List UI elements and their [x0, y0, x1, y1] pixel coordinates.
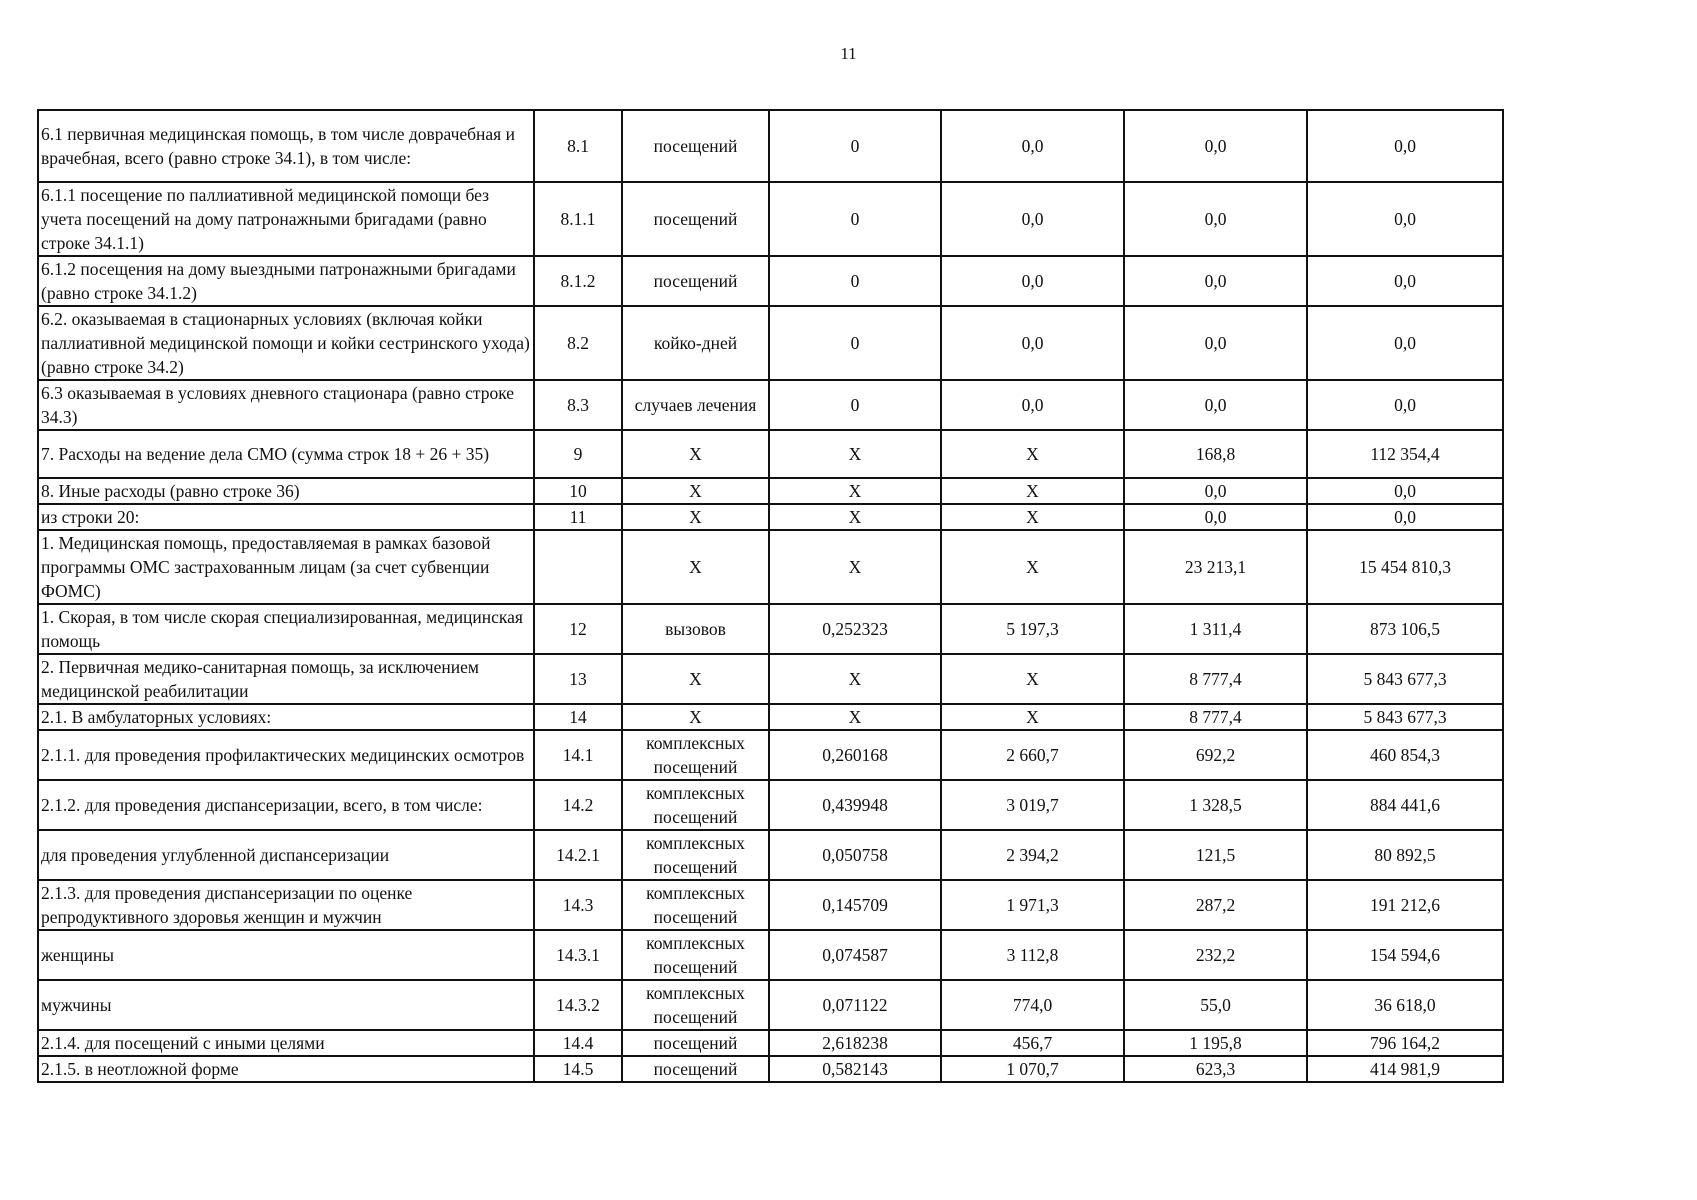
unit-cell: комплексных посещений: [622, 730, 769, 780]
norm-value-cell: 0: [769, 110, 941, 182]
cost-per-unit-cell: X: [941, 504, 1124, 530]
total-cell: 191 212,6: [1307, 880, 1503, 930]
per-capita-cell: 1 195,8: [1124, 1030, 1307, 1056]
total-cell: 80 892,5: [1307, 830, 1503, 880]
row-name-cell: 2.1.1. для проведения профилактических медицинских осмотров: [38, 730, 534, 780]
table-row: [38, 880, 1503, 930]
row-name-cell: 2. Первичная медико-санитарная помощь, за исключением медицинской реабилитации: [38, 654, 534, 704]
unit-cell: койко-дней: [622, 306, 769, 380]
line-number-cell: 14.5: [534, 1056, 622, 1082]
line-number-cell: 14.1: [534, 730, 622, 780]
row-name-cell: 2.1.5. в неотложной форме: [38, 1056, 534, 1082]
per-capita-cell: 168,8: [1124, 430, 1307, 478]
per-capita-cell: 0,0: [1124, 182, 1307, 256]
unit-cell: X: [622, 530, 769, 604]
norm-value-cell: 0: [769, 256, 941, 306]
line-number-cell: 14: [534, 704, 622, 730]
per-capita-cell: 121,5: [1124, 830, 1307, 880]
row-name-cell: из строки 20:: [38, 504, 534, 530]
line-number-cell: 8.2: [534, 306, 622, 380]
cost-per-unit-cell: 1 971,3: [941, 880, 1124, 930]
line-number-cell: 8.1.1: [534, 182, 622, 256]
norm-value-cell: 0: [769, 306, 941, 380]
norm-value-cell: 0,074587: [769, 930, 941, 980]
line-number-cell: 12: [534, 604, 622, 654]
unit-cell: вызовов: [622, 604, 769, 654]
table-row: [38, 830, 1503, 880]
table-row: [38, 530, 1503, 604]
line-number-cell: 14.3: [534, 880, 622, 930]
per-capita-cell: 23 213,1: [1124, 530, 1307, 604]
cost-per-unit-cell: X: [941, 478, 1124, 504]
line-number-cell: 9: [534, 430, 622, 478]
per-capita-cell: 0,0: [1124, 256, 1307, 306]
per-capita-cell: 0,0: [1124, 110, 1307, 182]
per-capita-cell: 623,3: [1124, 1056, 1307, 1082]
cost-per-unit-cell: X: [941, 654, 1124, 704]
row-name-cell: 6.3 оказываемая в условиях дневного стационара (равно строке 34.3): [38, 380, 534, 430]
norm-value-cell: 0,582143: [769, 1056, 941, 1082]
cost-per-unit-cell: 3 112,8: [941, 930, 1124, 980]
line-number-cell: 8.1: [534, 110, 622, 182]
unit-cell: X: [622, 478, 769, 504]
table-row: [38, 1056, 1503, 1082]
unit-cell: X: [622, 504, 769, 530]
row-name-cell: 6.2. оказываемая в стационарных условиях (включая койки паллиативной медицинской помощи и койки сестринского ухода) (равно строке 34.2): [38, 306, 534, 380]
total-cell: 0,0: [1307, 256, 1503, 306]
cost-per-unit-cell: X: [941, 530, 1124, 604]
row-name-cell: 6.1 первичная медицинская помощь, в том числе доврачебная и врачебная, всего (равно строке 34.1), в том числе:: [38, 110, 534, 182]
per-capita-cell: 692,2: [1124, 730, 1307, 780]
table-row: [38, 478, 1503, 504]
per-capita-cell: 8 777,4: [1124, 654, 1307, 704]
line-number-cell: 14.2: [534, 780, 622, 830]
line-number-cell: 14.4: [534, 1030, 622, 1056]
norm-value-cell: X: [769, 430, 941, 478]
row-name-cell: 2.1.2. для проведения диспансеризации, всего, в том числе:: [38, 780, 534, 830]
table-row: [38, 256, 1503, 306]
cost-per-unit-cell: X: [941, 430, 1124, 478]
table-row: [38, 182, 1503, 256]
table-row: [38, 1030, 1503, 1056]
total-cell: 15 454 810,3: [1307, 530, 1503, 604]
page-number: 11: [840, 44, 857, 63]
table-row: [38, 704, 1503, 730]
norm-value-cell: X: [769, 504, 941, 530]
total-cell: 0,0: [1307, 380, 1503, 430]
per-capita-cell: 1 328,5: [1124, 780, 1307, 830]
row-name-cell: 8. Иные расходы (равно строке 36): [38, 478, 534, 504]
line-number-cell: 14.2.1: [534, 830, 622, 880]
cost-per-unit-cell: 2 660,7: [941, 730, 1124, 780]
table-row: [38, 110, 1503, 182]
per-capita-cell: 55,0: [1124, 980, 1307, 1030]
norm-value-cell: X: [769, 654, 941, 704]
total-cell: 0,0: [1307, 306, 1503, 380]
cost-per-unit-cell: 0,0: [941, 256, 1124, 306]
unit-cell: X: [622, 704, 769, 730]
cost-per-unit-cell: 1 070,7: [941, 1056, 1124, 1082]
unit-cell: случаев лечения: [622, 380, 769, 430]
norm-value-cell: 0,145709: [769, 880, 941, 930]
per-capita-cell: 0,0: [1124, 306, 1307, 380]
table-row: [38, 730, 1503, 780]
unit-cell: посещений: [622, 1056, 769, 1082]
cost-per-unit-cell: 0,0: [941, 182, 1124, 256]
table-row: [38, 980, 1503, 1030]
unit-cell: комплексных посещений: [622, 780, 769, 830]
line-number-cell: 8.1.2: [534, 256, 622, 306]
cost-per-unit-cell: 774,0: [941, 980, 1124, 1030]
total-cell: 112 354,4: [1307, 430, 1503, 478]
table-row: [38, 780, 1503, 830]
row-name-cell: для проведения углубленной диспансеризации: [38, 830, 534, 880]
table-body: [38, 110, 1503, 1082]
norm-value-cell: 0: [769, 380, 941, 430]
row-name-cell: 2.1.4. для посещений с иными целями: [38, 1030, 534, 1056]
norm-value-cell: 0,071122: [769, 980, 941, 1030]
table-row: [38, 930, 1503, 980]
table-row: [38, 504, 1503, 530]
line-number-cell: [534, 530, 622, 604]
unit-cell: комплексных посещений: [622, 830, 769, 880]
total-cell: 36 618,0: [1307, 980, 1503, 1030]
norm-value-cell: 0,260168: [769, 730, 941, 780]
unit-cell: посещений: [622, 182, 769, 256]
unit-cell: посещений: [622, 256, 769, 306]
row-name-cell: 6.1.2 посещения на дому выездными патронажными бригадами (равно строке 34.1.2): [38, 256, 534, 306]
total-cell: 0,0: [1307, 478, 1503, 504]
norm-value-cell: 0,252323: [769, 604, 941, 654]
line-number-cell: 10: [534, 478, 622, 504]
total-cell: 460 854,3: [1307, 730, 1503, 780]
norm-value-cell: X: [769, 478, 941, 504]
norm-value-cell: 0,050758: [769, 830, 941, 880]
unit-cell: посещений: [622, 110, 769, 182]
unit-cell: посещений: [622, 1030, 769, 1056]
norm-value-cell: X: [769, 530, 941, 604]
row-name-cell: 7. Расходы на ведение дела СМО (сумма строк 18 + 26 + 35): [38, 430, 534, 478]
row-name-cell: 1. Скорая, в том числе скорая специализированная, медицинская помощь: [38, 604, 534, 654]
cost-per-unit-cell: 0,0: [941, 306, 1124, 380]
line-number-cell: 14.3.2: [534, 980, 622, 1030]
cost-per-unit-cell: 2 394,2: [941, 830, 1124, 880]
unit-cell: комплексных посещений: [622, 980, 769, 1030]
unit-cell: X: [622, 654, 769, 704]
table-row: [38, 430, 1503, 478]
table-row: [38, 604, 1503, 654]
cost-per-unit-cell: 3 019,7: [941, 780, 1124, 830]
data-table: [37, 109, 1504, 1083]
table-row: [38, 306, 1503, 380]
per-capita-cell: 8 777,4: [1124, 704, 1307, 730]
total-cell: 796 164,2: [1307, 1030, 1503, 1056]
per-capita-cell: 0,0: [1124, 380, 1307, 430]
per-capita-cell: 0,0: [1124, 478, 1307, 504]
total-cell: 873 106,5: [1307, 604, 1503, 654]
row-name-cell: 1. Медицинская помощь, предоставляемая в рамках базовой программы ОМС застрахованным лицам (за счет субвенции ФОМС): [38, 530, 534, 604]
norm-value-cell: 0,439948: [769, 780, 941, 830]
total-cell: 5 843 677,3: [1307, 704, 1503, 730]
total-cell: 154 594,6: [1307, 930, 1503, 980]
cost-per-unit-cell: 0,0: [941, 110, 1124, 182]
row-name-cell: мужчины: [38, 980, 534, 1030]
total-cell: 414 981,9: [1307, 1056, 1503, 1082]
cost-per-unit-cell: X: [941, 704, 1124, 730]
per-capita-cell: 0,0: [1124, 504, 1307, 530]
cost-per-unit-cell: 5 197,3: [941, 604, 1124, 654]
per-capita-cell: 287,2: [1124, 880, 1307, 930]
cost-per-unit-cell: 0,0: [941, 380, 1124, 430]
norm-value-cell: X: [769, 704, 941, 730]
row-name-cell: 6.1.1 посещение по паллиативной медицинской помощи без учета посещений на дому патронажными бригадами (равно строке 34.1.1): [38, 182, 534, 256]
line-number-cell: 11: [534, 504, 622, 530]
line-number-cell: 8.3: [534, 380, 622, 430]
line-number-cell: 14.3.1: [534, 930, 622, 980]
norm-value-cell: 2,618238: [769, 1030, 941, 1056]
row-name-cell: 2.1.3. для проведения диспансеризации по оценке репродуктивного здоровья женщин и мужчин: [38, 880, 534, 930]
table-row: [38, 380, 1503, 430]
line-number-cell: 13: [534, 654, 622, 704]
total-cell: 5 843 677,3: [1307, 654, 1503, 704]
row-name-cell: 2.1. В амбулаторных условиях:: [38, 704, 534, 730]
cost-per-unit-cell: 456,7: [941, 1030, 1124, 1056]
table-row: [38, 654, 1503, 704]
total-cell: 0,0: [1307, 504, 1503, 530]
per-capita-cell: 1 311,4: [1124, 604, 1307, 654]
unit-cell: комплексных посещений: [622, 880, 769, 930]
total-cell: 0,0: [1307, 182, 1503, 256]
total-cell: 884 441,6: [1307, 780, 1503, 830]
row-name-cell: женщины: [38, 930, 534, 980]
per-capita-cell: 232,2: [1124, 930, 1307, 980]
norm-value-cell: 0: [769, 182, 941, 256]
total-cell: 0,0: [1307, 110, 1503, 182]
unit-cell: комплексных посещений: [622, 930, 769, 980]
unit-cell: X: [622, 430, 769, 478]
